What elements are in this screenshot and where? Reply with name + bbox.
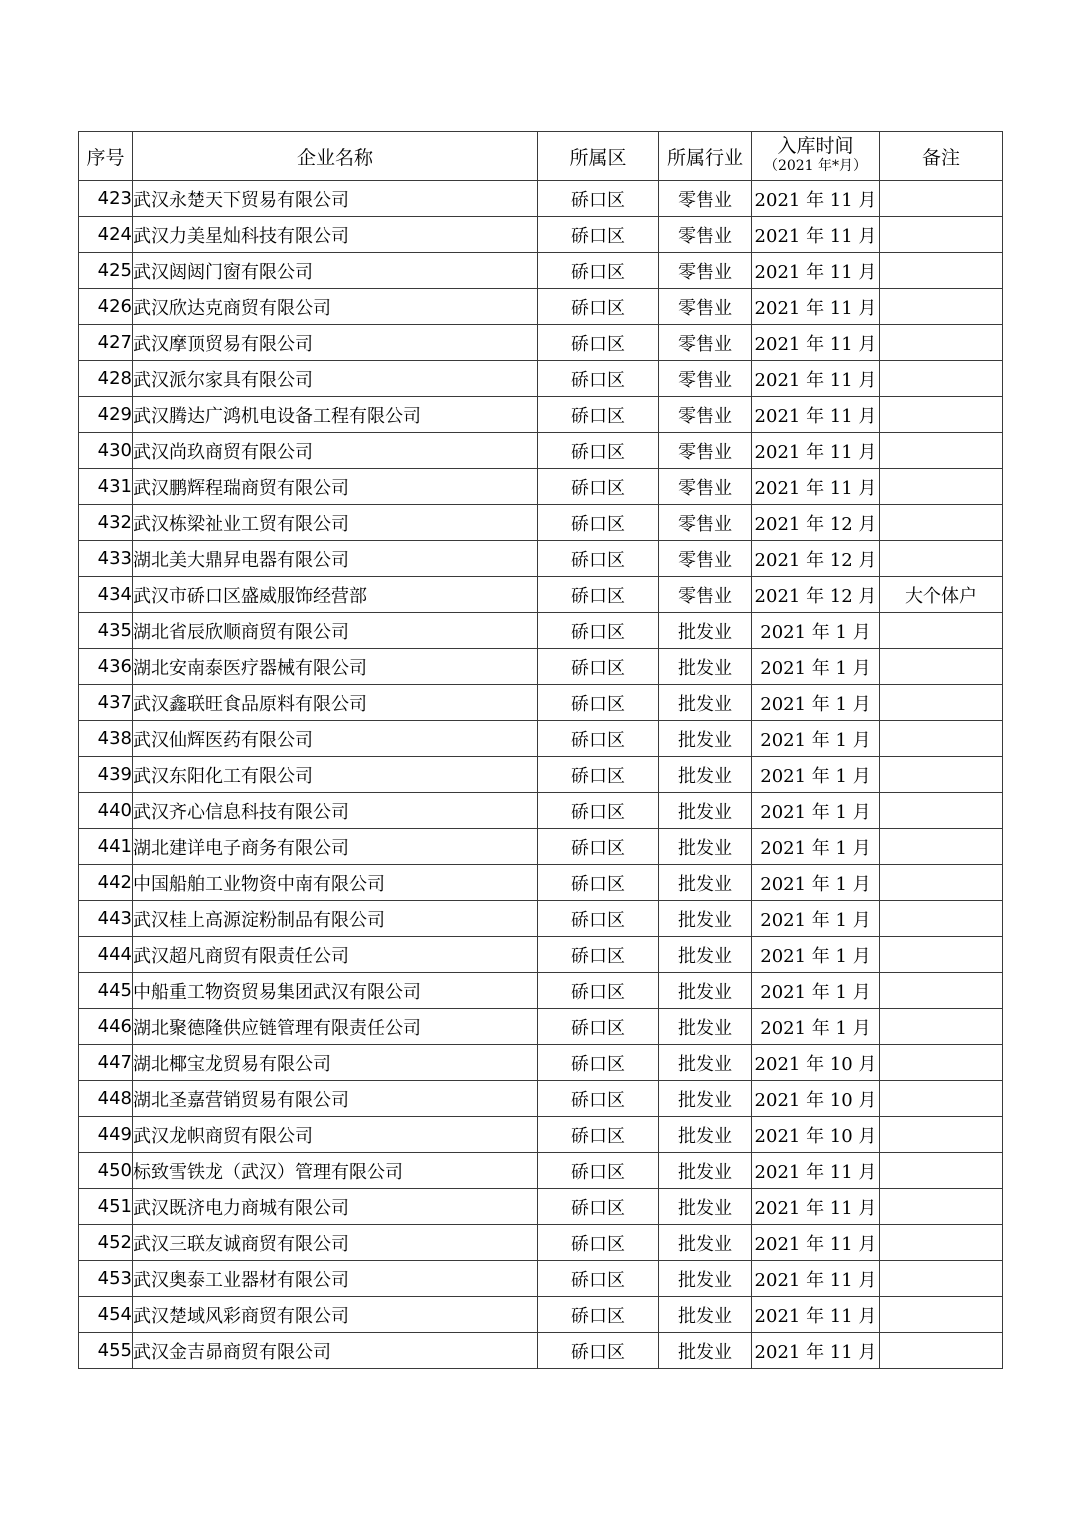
cell-industry: 批发业 [659,1045,752,1081]
table-body [79,181,1003,1369]
cell-note [880,505,1003,541]
table-row [79,649,1003,685]
cell-company-name: 湖北安南泰医疗器械有限公司 [133,649,538,685]
table-row [79,1009,1003,1045]
cell-note [880,829,1003,865]
cell-entry-time: 2021 年 1 月 [752,937,880,973]
cell-district: 硚口区 [538,901,659,937]
enterprise-table [78,131,1003,1369]
cell-entry-time: 2021 年 1 月 [752,829,880,865]
cell-entry-time: 2021 年 12 月 [752,577,880,613]
cell-industry: 批发业 [659,937,752,973]
cell-no: 439 [79,757,133,793]
cell-company-name: 武汉楚域风彩商贸有限公司 [133,1297,538,1333]
cell-no: 423 [79,181,133,217]
cell-industry: 批发业 [659,613,752,649]
cell-district: 硚口区 [538,361,659,397]
cell-company-name: 中船重工物资贸易集团武汉有限公司 [133,973,538,1009]
cell-company-name: 武汉桂上高源淀粉制品有限公司 [133,901,538,937]
cell-district: 硚口区 [538,469,659,505]
cell-entry-time: 2021 年 11 月 [752,1261,880,1297]
cell-note [880,685,1003,721]
cell-note [880,289,1003,325]
header-entry-time-sub: （2021 年*月） [763,158,868,174]
cell-note [880,397,1003,433]
cell-no: 445 [79,973,133,1009]
cell-company-name: 武汉摩顶贸易有限公司 [133,325,538,361]
cell-entry-time: 2021 年 1 月 [752,793,880,829]
header-row [79,132,1003,181]
cell-company-name: 湖北建详电子商务有限公司 [133,829,538,865]
cell-no: 450 [79,1153,133,1189]
cell-industry: 零售业 [659,541,752,577]
cell-note [880,361,1003,397]
cell-note [880,721,1003,757]
table-header [79,132,1003,181]
cell-company-name: 湖北省辰欣顺商贸有限公司 [133,613,538,649]
cell-district: 硚口区 [538,865,659,901]
cell-industry: 批发业 [659,1225,752,1261]
table-row [79,181,1003,217]
cell-company-name: 湖北椰宝龙贸易有限公司 [133,1045,538,1081]
cell-entry-time: 2021 年 11 月 [752,1225,880,1261]
cell-industry: 零售业 [659,505,752,541]
table-row [79,685,1003,721]
cell-district: 硚口区 [538,217,659,253]
cell-entry-time: 2021 年 11 月 [752,181,880,217]
table-row [79,829,1003,865]
cell-entry-time: 2021 年 11 月 [752,289,880,325]
cell-entry-time: 2021 年 11 月 [752,325,880,361]
cell-district: 硚口区 [538,685,659,721]
cell-no: 443 [79,901,133,937]
table-row [79,721,1003,757]
cell-district: 硚口区 [538,757,659,793]
table-row [79,901,1003,937]
cell-note [880,901,1003,937]
cell-district: 硚口区 [538,829,659,865]
table-row [79,361,1003,397]
cell-no: 434 [79,577,133,613]
table-row [79,937,1003,973]
cell-district: 硚口区 [538,433,659,469]
cell-industry: 批发业 [659,1009,752,1045]
cell-note [880,937,1003,973]
cell-district: 硚口区 [538,541,659,577]
cell-industry: 批发业 [659,1081,752,1117]
table-row [79,505,1003,541]
cell-industry: 零售业 [659,289,752,325]
cell-district: 硚口区 [538,613,659,649]
cell-entry-time: 2021 年 11 月 [752,253,880,289]
cell-industry: 批发业 [659,1189,752,1225]
table-row [79,541,1003,577]
cell-company-name: 武汉龙帜商贸有限公司 [133,1117,538,1153]
cell-district: 硚口区 [538,1189,659,1225]
cell-company-name: 武汉永楚天下贸易有限公司 [133,181,538,217]
cell-district: 硚口区 [538,721,659,757]
table-row [79,1297,1003,1333]
cell-district: 硚口区 [538,253,659,289]
table-row [79,577,1003,613]
table-row [79,217,1003,253]
cell-company-name: 武汉仙辉医药有限公司 [133,721,538,757]
table-row [79,973,1003,1009]
cell-entry-time: 2021 年 12 月 [752,505,880,541]
cell-company-name: 武汉金吉昴商贸有限公司 [133,1333,538,1369]
cell-entry-time: 2021 年 11 月 [752,217,880,253]
cell-entry-time: 2021 年 1 月 [752,1009,880,1045]
cell-company-name: 武汉力美星灿科技有限公司 [133,217,538,253]
cell-no: 431 [79,469,133,505]
cell-no: 440 [79,793,133,829]
cell-entry-time: 2021 年 11 月 [752,397,880,433]
cell-industry: 批发业 [659,649,752,685]
cell-industry: 批发业 [659,1261,752,1297]
cell-no: 454 [79,1297,133,1333]
cell-company-name: 武汉闼闼门窗有限公司 [133,253,538,289]
table-row [79,1189,1003,1225]
table-row [79,1117,1003,1153]
cell-no: 449 [79,1117,133,1153]
cell-no: 455 [79,1333,133,1369]
cell-no: 452 [79,1225,133,1261]
table-row [79,1081,1003,1117]
cell-company-name: 武汉奥泰工业器材有限公司 [133,1261,538,1297]
cell-note [880,1225,1003,1261]
cell-no: 430 [79,433,133,469]
cell-company-name: 湖北美大鼎昇电器有限公司 [133,541,538,577]
cell-company-name: 武汉三联友诚商贸有限公司 [133,1225,538,1261]
table-row [79,793,1003,829]
cell-note [880,469,1003,505]
cell-entry-time: 2021 年 11 月 [752,433,880,469]
cell-note [880,541,1003,577]
table-row [79,253,1003,289]
cell-district: 硚口区 [538,1009,659,1045]
cell-no: 444 [79,937,133,973]
cell-note [880,433,1003,469]
cell-note [880,253,1003,289]
cell-note [880,1045,1003,1081]
cell-entry-time: 2021 年 1 月 [752,757,880,793]
cell-industry: 批发业 [659,685,752,721]
cell-industry: 零售业 [659,325,752,361]
cell-entry-time: 2021 年 11 月 [752,1333,880,1369]
cell-no: 446 [79,1009,133,1045]
cell-company-name: 湖北圣嘉营销贸易有限公司 [133,1081,538,1117]
cell-no: 427 [79,325,133,361]
cell-industry: 批发业 [659,793,752,829]
cell-entry-time: 2021 年 10 月 [752,1081,880,1117]
cell-no: 442 [79,865,133,901]
table-row [79,289,1003,325]
table-row [79,325,1003,361]
cell-district: 硚口区 [538,973,659,1009]
cell-note [880,181,1003,217]
cell-entry-time: 2021 年 1 月 [752,613,880,649]
cell-entry-time: 2021 年 10 月 [752,1117,880,1153]
cell-note [880,1081,1003,1117]
cell-district: 硚口区 [538,325,659,361]
cell-company-name: 武汉东阳化工有限公司 [133,757,538,793]
cell-district: 硚口区 [538,1117,659,1153]
cell-no: 425 [79,253,133,289]
header-entry-time [752,132,880,181]
cell-industry: 零售业 [659,361,752,397]
cell-industry: 零售业 [659,217,752,253]
cell-company-name: 武汉派尔家具有限公司 [133,361,538,397]
cell-note [880,649,1003,685]
cell-note [880,1261,1003,1297]
cell-industry: 批发业 [659,973,752,1009]
cell-no: 429 [79,397,133,433]
cell-note [880,1189,1003,1225]
cell-entry-time: 2021 年 1 月 [752,973,880,1009]
cell-industry: 批发业 [659,757,752,793]
cell-industry: 零售业 [659,181,752,217]
cell-industry: 批发业 [659,721,752,757]
cell-note [880,973,1003,1009]
cell-district: 硚口区 [538,793,659,829]
cell-no: 441 [79,829,133,865]
cell-no: 432 [79,505,133,541]
cell-note [880,1297,1003,1333]
cell-industry: 批发业 [659,865,752,901]
cell-no: 448 [79,1081,133,1117]
cell-no: 436 [79,649,133,685]
cell-entry-time: 2021 年 1 月 [752,901,880,937]
cell-district: 硚口区 [538,1081,659,1117]
cell-district: 硚口区 [538,181,659,217]
cell-industry: 批发业 [659,829,752,865]
table-row [79,1333,1003,1369]
table-row [79,865,1003,901]
cell-no: 451 [79,1189,133,1225]
cell-company-name: 武汉栋梁祉业工贸有限公司 [133,505,538,541]
cell-company-name: 武汉鑫联旺食品原料有限公司 [133,685,538,721]
header-entry-time-main: 入库时间 [777,135,854,157]
cell-company-name: 湖北聚德隆供应链管理有限责任公司 [133,1009,538,1045]
cell-district: 硚口区 [538,289,659,325]
cell-no: 437 [79,685,133,721]
table-row [79,757,1003,793]
table-row [79,1225,1003,1261]
cell-industry: 零售业 [659,577,752,613]
cell-entry-time: 2021 年 1 月 [752,865,880,901]
header-industry: 所属行业 [659,132,752,181]
cell-no: 438 [79,721,133,757]
cell-company-name: 武汉市硚口区盛威服饰经营部 [133,577,538,613]
cell-company-name: 武汉既济电力商城有限公司 [133,1189,538,1225]
cell-industry: 零售业 [659,433,752,469]
cell-district: 硚口区 [538,1297,659,1333]
cell-industry: 批发业 [659,901,752,937]
cell-no: 447 [79,1045,133,1081]
cell-entry-time: 2021 年 1 月 [752,649,880,685]
cell-entry-time: 2021 年 11 月 [752,1153,880,1189]
cell-entry-time: 2021 年 11 月 [752,469,880,505]
cell-no: 433 [79,541,133,577]
cell-company-name: 武汉尚玖商贸有限公司 [133,433,538,469]
cell-company-name: 中国船舶工业物资中南有限公司 [133,865,538,901]
cell-district: 硚口区 [538,649,659,685]
cell-note [880,793,1003,829]
cell-entry-time: 2021 年 12 月 [752,541,880,577]
cell-entry-time: 2021 年 1 月 [752,721,880,757]
header-company-name: 企业名称 [133,132,538,181]
cell-company-name: 武汉齐心信息科技有限公司 [133,793,538,829]
cell-industry: 批发业 [659,1153,752,1189]
cell-note [880,1117,1003,1153]
cell-note [880,325,1003,361]
cell-district: 硚口区 [538,1045,659,1081]
cell-district: 硚口区 [538,1225,659,1261]
cell-industry: 批发业 [659,1117,752,1153]
cell-entry-time: 2021 年 1 月 [752,685,880,721]
table-row [79,613,1003,649]
cell-no: 426 [79,289,133,325]
cell-district: 硚口区 [538,397,659,433]
cell-note [880,1153,1003,1189]
cell-no: 424 [79,217,133,253]
cell-district: 硚口区 [538,1333,659,1369]
cell-district: 硚口区 [538,1261,659,1297]
cell-company-name: 武汉鹏辉程瑞商贸有限公司 [133,469,538,505]
cell-entry-time: 2021 年 10 月 [752,1045,880,1081]
cell-note [880,613,1003,649]
cell-industry: 零售业 [659,397,752,433]
header-district: 所属区 [538,132,659,181]
cell-entry-time: 2021 年 11 月 [752,361,880,397]
cell-industry: 批发业 [659,1297,752,1333]
cell-district: 硚口区 [538,577,659,613]
cell-district: 硚口区 [538,937,659,973]
cell-no: 428 [79,361,133,397]
cell-note [880,865,1003,901]
cell-company-name: 武汉腾达广鸿机电设备工程有限公司 [133,397,538,433]
cell-entry-time: 2021 年 11 月 [752,1189,880,1225]
cell-entry-time: 2021 年 11 月 [752,1297,880,1333]
cell-company-name: 武汉超凡商贸有限责任公司 [133,937,538,973]
table-row [79,1153,1003,1189]
table-row [79,1045,1003,1081]
cell-industry: 零售业 [659,469,752,505]
cell-no: 435 [79,613,133,649]
table-row [79,1261,1003,1297]
cell-note [880,217,1003,253]
cell-company-name: 武汉欣达克商贸有限公司 [133,289,538,325]
table-row [79,397,1003,433]
cell-district: 硚口区 [538,1153,659,1189]
cell-no: 453 [79,1261,133,1297]
cell-industry: 零售业 [659,253,752,289]
header-no: 序号 [79,132,133,181]
cell-note [880,1009,1003,1045]
cell-note [880,1333,1003,1369]
table-row [79,469,1003,505]
cell-industry: 批发业 [659,1333,752,1369]
cell-note: 大个体户 [880,577,1003,613]
header-note: 备注 [880,132,1003,181]
table-row [79,433,1003,469]
cell-note [880,757,1003,793]
cell-district: 硚口区 [538,505,659,541]
cell-company-name: 标致雪铁龙（武汉）管理有限公司 [133,1153,538,1189]
